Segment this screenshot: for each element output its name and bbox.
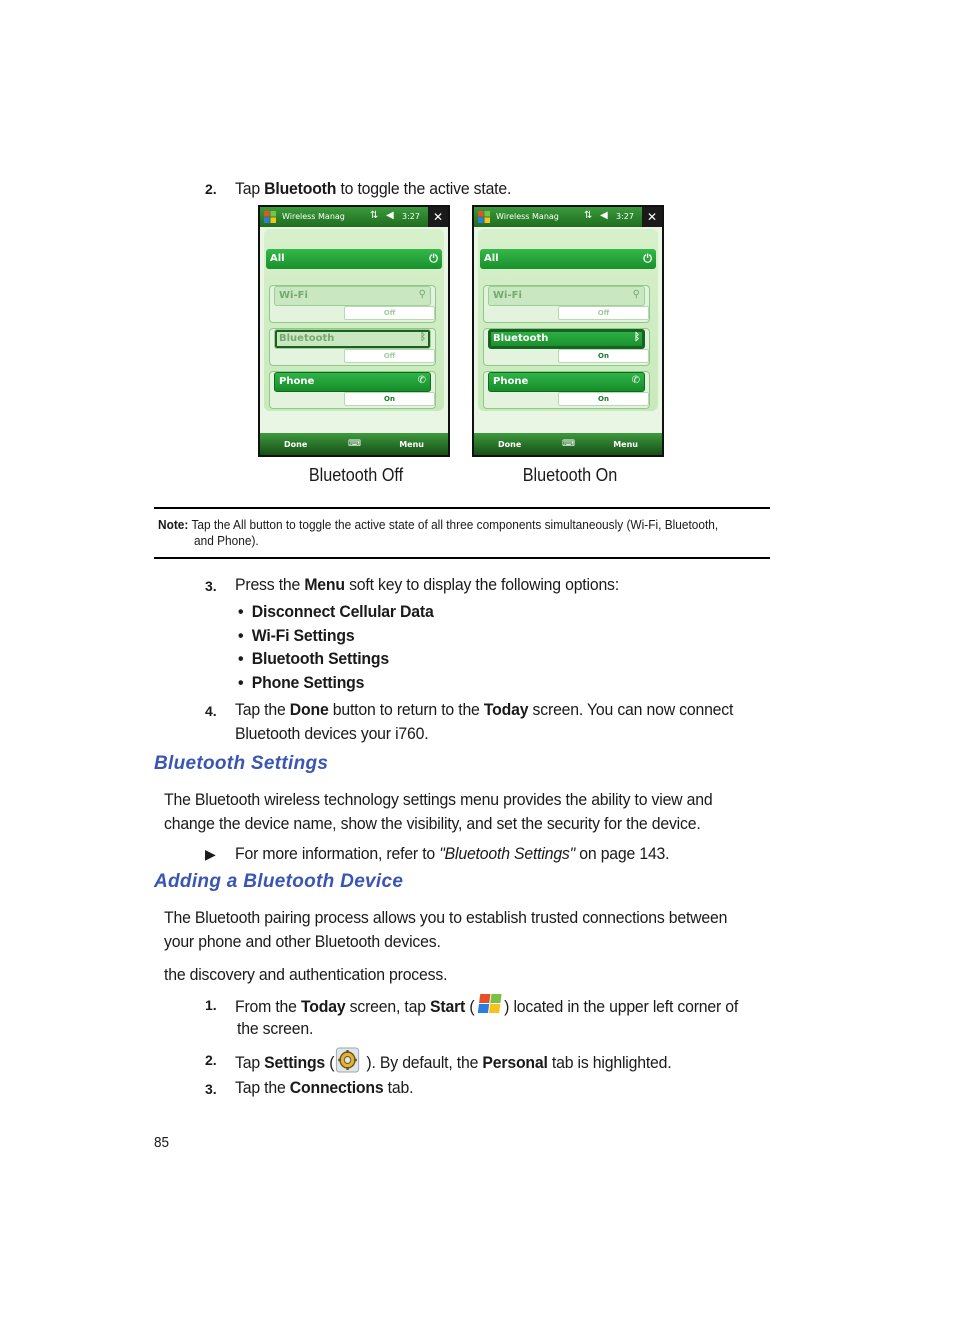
phone-toggle-button[interactable] xyxy=(274,372,431,392)
step-text: From the Today screen, tap Start ( ) located in the upper left corner of xyxy=(235,992,738,1023)
paragraph-line: your phone and other Bluetooth devices. xyxy=(164,932,441,951)
wifi-toggle-button[interactable] xyxy=(488,286,645,306)
phone-clock: 3:27 xyxy=(402,212,420,221)
bluetooth-toggle-button[interactable] xyxy=(488,329,645,349)
phone-screenshot-bluetooth-on xyxy=(472,205,664,457)
done-soft-key[interactable]: Done xyxy=(498,440,522,449)
keyboard-icon[interactable]: ⌨ xyxy=(348,439,361,449)
phone-icon: ✆ xyxy=(631,375,640,386)
signal-icon: ⇅ xyxy=(370,210,379,221)
option-item: • Wi-Fi Settings xyxy=(238,626,355,645)
keyboard-icon[interactable]: ⌨ xyxy=(562,439,575,449)
bluetooth-label: Bluetooth xyxy=(279,333,335,344)
soft-key-bar xyxy=(474,433,662,455)
close-icon[interactable]: ✕ xyxy=(642,207,662,227)
windows-start-icon xyxy=(474,992,504,1023)
phone-state: On xyxy=(558,392,649,406)
phone-title-bar xyxy=(474,207,662,227)
cross-reference-link[interactable]: "Bluetooth Settings" xyxy=(439,844,576,863)
power-icon: ⏻ xyxy=(643,252,652,265)
section-heading: Bluetooth Settings xyxy=(154,753,329,774)
phone-icon: ✆ xyxy=(417,375,426,386)
step-number: 3. xyxy=(205,578,217,594)
phone-state: On xyxy=(344,392,435,406)
wifi-icon: ⚲ xyxy=(632,289,640,300)
step-number: 2. xyxy=(205,181,217,197)
phone-clock: 3:27 xyxy=(616,212,634,221)
step-text: Tap the Done button to return to the Today screen. You can now connect xyxy=(235,700,734,719)
wifi-state: Off xyxy=(558,306,649,320)
signal-icon: ⇅ xyxy=(584,210,593,221)
phone-app-title: Wireless Manag xyxy=(496,212,559,221)
step-number: 2. xyxy=(205,1052,217,1068)
phone-title-bar xyxy=(260,207,448,227)
cross-reference: For more information, refer to "Bluetooth Settings" on page 143. xyxy=(235,844,670,863)
step-text: the screen. xyxy=(237,1019,314,1038)
figure-caption: Bluetooth Off xyxy=(308,465,404,485)
windows-start-icon[interactable] xyxy=(264,211,276,223)
paragraph-line: The Bluetooth wireless technology settings menu provides the ability to view and xyxy=(164,790,713,809)
all-toggle-label: All xyxy=(270,253,285,264)
phone-component xyxy=(483,371,650,409)
wifi-label: Wi-Fi xyxy=(279,290,308,301)
speaker-icon[interactable]: ◀ xyxy=(600,210,608,221)
note-bottom-rule xyxy=(154,557,770,559)
arrow-bullet-icon: ▶ xyxy=(205,846,216,862)
all-toggle-label: All xyxy=(484,253,499,264)
windows-start-icon[interactable] xyxy=(478,211,490,223)
wifi-label: Wi-Fi xyxy=(493,290,522,301)
paragraph-line: The Bluetooth pairing process allows you to establish trusted connections between xyxy=(164,908,728,927)
step-number: 1. xyxy=(205,997,217,1013)
option-item: • Bluetooth Settings xyxy=(238,649,389,668)
step-number: 3. xyxy=(205,1081,217,1097)
done-soft-key[interactable]: Done xyxy=(284,440,308,449)
wifi-icon: ⚲ xyxy=(418,289,426,300)
phone-toggle-button[interactable] xyxy=(488,372,645,392)
option-item: • Phone Settings xyxy=(238,673,365,692)
bluetooth-component xyxy=(483,328,650,366)
phone-screenshot-bluetooth-off xyxy=(258,205,450,457)
bluetooth-icon: ᛒ xyxy=(634,332,640,343)
step-text: Tap Bluetooth to toggle the active state. xyxy=(235,179,512,198)
paragraph-line: the discovery and authentication process. xyxy=(164,965,448,984)
wifi-state: Off xyxy=(344,306,435,320)
step-text: Tap Settings ( ). By default, the Personal tab is highlighted. xyxy=(235,1047,671,1080)
page-number: 85 xyxy=(154,1134,170,1151)
soft-key-bar xyxy=(260,433,448,455)
step-number: 4. xyxy=(205,703,217,719)
bluetooth-state: Off xyxy=(344,349,435,363)
phone-component xyxy=(269,371,436,409)
power-icon: ⏻ xyxy=(429,252,438,265)
option-item: • Disconnect Cellular Data xyxy=(238,602,434,621)
speaker-icon[interactable]: ◀ xyxy=(386,210,394,221)
bluetooth-label: Bluetooth xyxy=(493,333,549,344)
bluetooth-toggle-button[interactable] xyxy=(274,329,431,349)
menu-soft-key[interactable]: Menu xyxy=(613,440,638,449)
note-line: Note: Tap the All button to toggle the active state of all three components simultaneously (Wi-Fi, Bluetooth, xyxy=(158,518,719,532)
step-text: Bluetooth devices your i760. xyxy=(235,724,429,743)
wifi-component xyxy=(269,285,436,323)
bluetooth-component xyxy=(269,328,436,366)
all-toggle-button[interactable] xyxy=(266,249,442,269)
step-text: Press the Menu soft key to display the following options: xyxy=(235,575,619,594)
note-top-rule xyxy=(154,507,770,509)
phone-label: Phone xyxy=(493,376,529,387)
phone-app-title: Wireless Manag xyxy=(282,212,345,221)
note-line: and Phone). xyxy=(194,534,259,548)
bluetooth-state: On xyxy=(558,349,649,363)
all-toggle-button[interactable] xyxy=(480,249,656,269)
paragraph-line: change the device name, show the visibility, and set the security for the device. xyxy=(164,814,701,833)
phone-label: Phone xyxy=(279,376,315,387)
section-heading: Adding a Bluetooth Device xyxy=(154,871,404,892)
wifi-component xyxy=(483,285,650,323)
step-text: Tap the Connections tab. xyxy=(235,1078,414,1097)
close-icon[interactable]: ✕ xyxy=(428,207,448,227)
bluetooth-icon: ᛒ xyxy=(420,332,426,343)
wifi-toggle-button[interactable] xyxy=(274,286,431,306)
menu-soft-key[interactable]: Menu xyxy=(399,440,424,449)
figure-caption: Bluetooth On xyxy=(522,465,618,485)
